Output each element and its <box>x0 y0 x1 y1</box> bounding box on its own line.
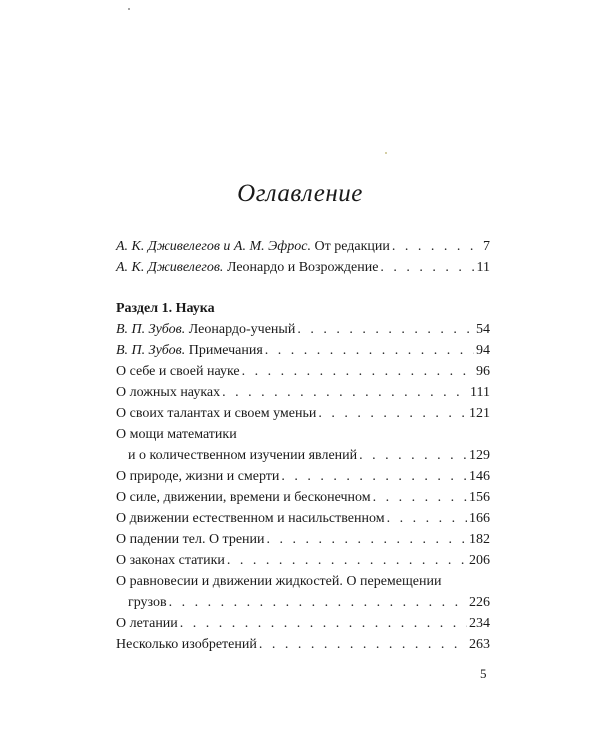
entry-title-line[interactable]: О равновесии и движении жидкостей. О перемещении <box>116 574 442 589</box>
entry-page: 129 <box>469 448 490 463</box>
toc-entry[interactable] <box>116 550 490 571</box>
table-of-contents <box>116 236 490 655</box>
entry-page: 121 <box>469 406 490 421</box>
entry-page: 7 <box>483 239 490 254</box>
entry-title: Леонардо-ученый <box>185 322 296 337</box>
entry-page: 146 <box>469 469 490 484</box>
toc-entry[interactable] <box>116 466 490 487</box>
dot-leader <box>387 508 467 529</box>
entry-title: Несколько изобретений <box>116 637 257 652</box>
entry-page: 166 <box>469 511 490 526</box>
entry-title: О своих талантах и своем уменьи <box>116 406 317 421</box>
dot-leader <box>180 613 467 634</box>
toc-entry[interactable] <box>116 613 490 634</box>
entry-title: От редакции <box>310 239 390 254</box>
entry-title: Леонардо и Возрождение <box>223 260 379 275</box>
dot-leader <box>267 529 467 550</box>
toc-entry[interactable] <box>116 403 490 424</box>
entry-title-line[interactable]: О мощи математики <box>116 427 237 442</box>
entry-title: О себе и своей науке <box>116 364 240 379</box>
entry-title: грузов <box>128 595 167 610</box>
dot-leader <box>392 236 481 257</box>
entry-title: О летании <box>116 616 178 631</box>
paper-speck <box>128 8 130 10</box>
dot-leader <box>169 592 467 613</box>
paper-speck <box>385 152 387 154</box>
entry-page: 96 <box>476 364 490 379</box>
toc-heading: Оглавление <box>237 180 363 207</box>
toc-entry[interactable] <box>116 382 490 403</box>
entry-page: 182 <box>469 532 490 547</box>
entry-page: 94 <box>476 343 490 358</box>
toc-entry[interactable] <box>116 487 490 508</box>
entry-page: 263 <box>469 637 490 652</box>
entry-title: и о количественном изучении явлений <box>128 448 358 463</box>
toc-entry[interactable] <box>116 592 490 613</box>
entry-page: 234 <box>469 616 490 631</box>
toc-entry[interactable] <box>116 445 490 466</box>
dot-leader <box>281 466 467 487</box>
toc-entry[interactable] <box>116 508 490 529</box>
dot-leader <box>380 257 474 278</box>
toc-entry[interactable] <box>116 257 490 278</box>
entry-title: О ложных науках <box>116 385 221 400</box>
entry-page: 111 <box>470 385 490 400</box>
entry-title: О природе, жизни и смерти <box>116 469 280 484</box>
dot-leader <box>259 634 467 655</box>
entry-page: 226 <box>469 595 490 610</box>
entry-page: 11 <box>476 260 490 275</box>
entry-page: 54 <box>476 322 490 337</box>
entry-title: О движении естественном и насильственном <box>116 511 385 526</box>
dot-leader <box>265 340 474 361</box>
toc-entry[interactable] <box>116 319 490 340</box>
dot-leader <box>222 382 468 403</box>
section-title: Раздел 1. Наука <box>116 301 215 316</box>
dot-leader <box>227 550 467 571</box>
page-number: 5 <box>480 666 487 681</box>
entry-title: О силе, движении, времени и бесконечном <box>116 490 371 505</box>
entry-title: О законах статики <box>116 553 225 568</box>
entry-author: В. П. Зубов. <box>116 322 186 337</box>
dot-leader <box>297 319 474 340</box>
entry-author: А. К. Дживелегов и А. М. Эфрос. <box>116 239 311 254</box>
entry-title: О падении тел. О трении <box>116 532 265 547</box>
dot-leader <box>318 403 467 424</box>
entry-page: 156 <box>469 490 490 505</box>
dot-leader <box>373 487 467 508</box>
dot-leader <box>359 445 467 466</box>
entry-title: Примечания <box>185 343 263 358</box>
entry-page: 206 <box>469 553 490 568</box>
toc-entry[interactable] <box>116 340 490 361</box>
toc-entry[interactable] <box>116 634 490 655</box>
toc-entry[interactable] <box>116 361 490 382</box>
toc-entry[interactable] <box>116 529 490 550</box>
dot-leader <box>242 361 474 382</box>
toc-entry[interactable] <box>116 236 490 257</box>
entry-author: А. К. Дживелегов. <box>116 260 224 275</box>
entry-author: В. П. Зубов. <box>116 343 186 358</box>
